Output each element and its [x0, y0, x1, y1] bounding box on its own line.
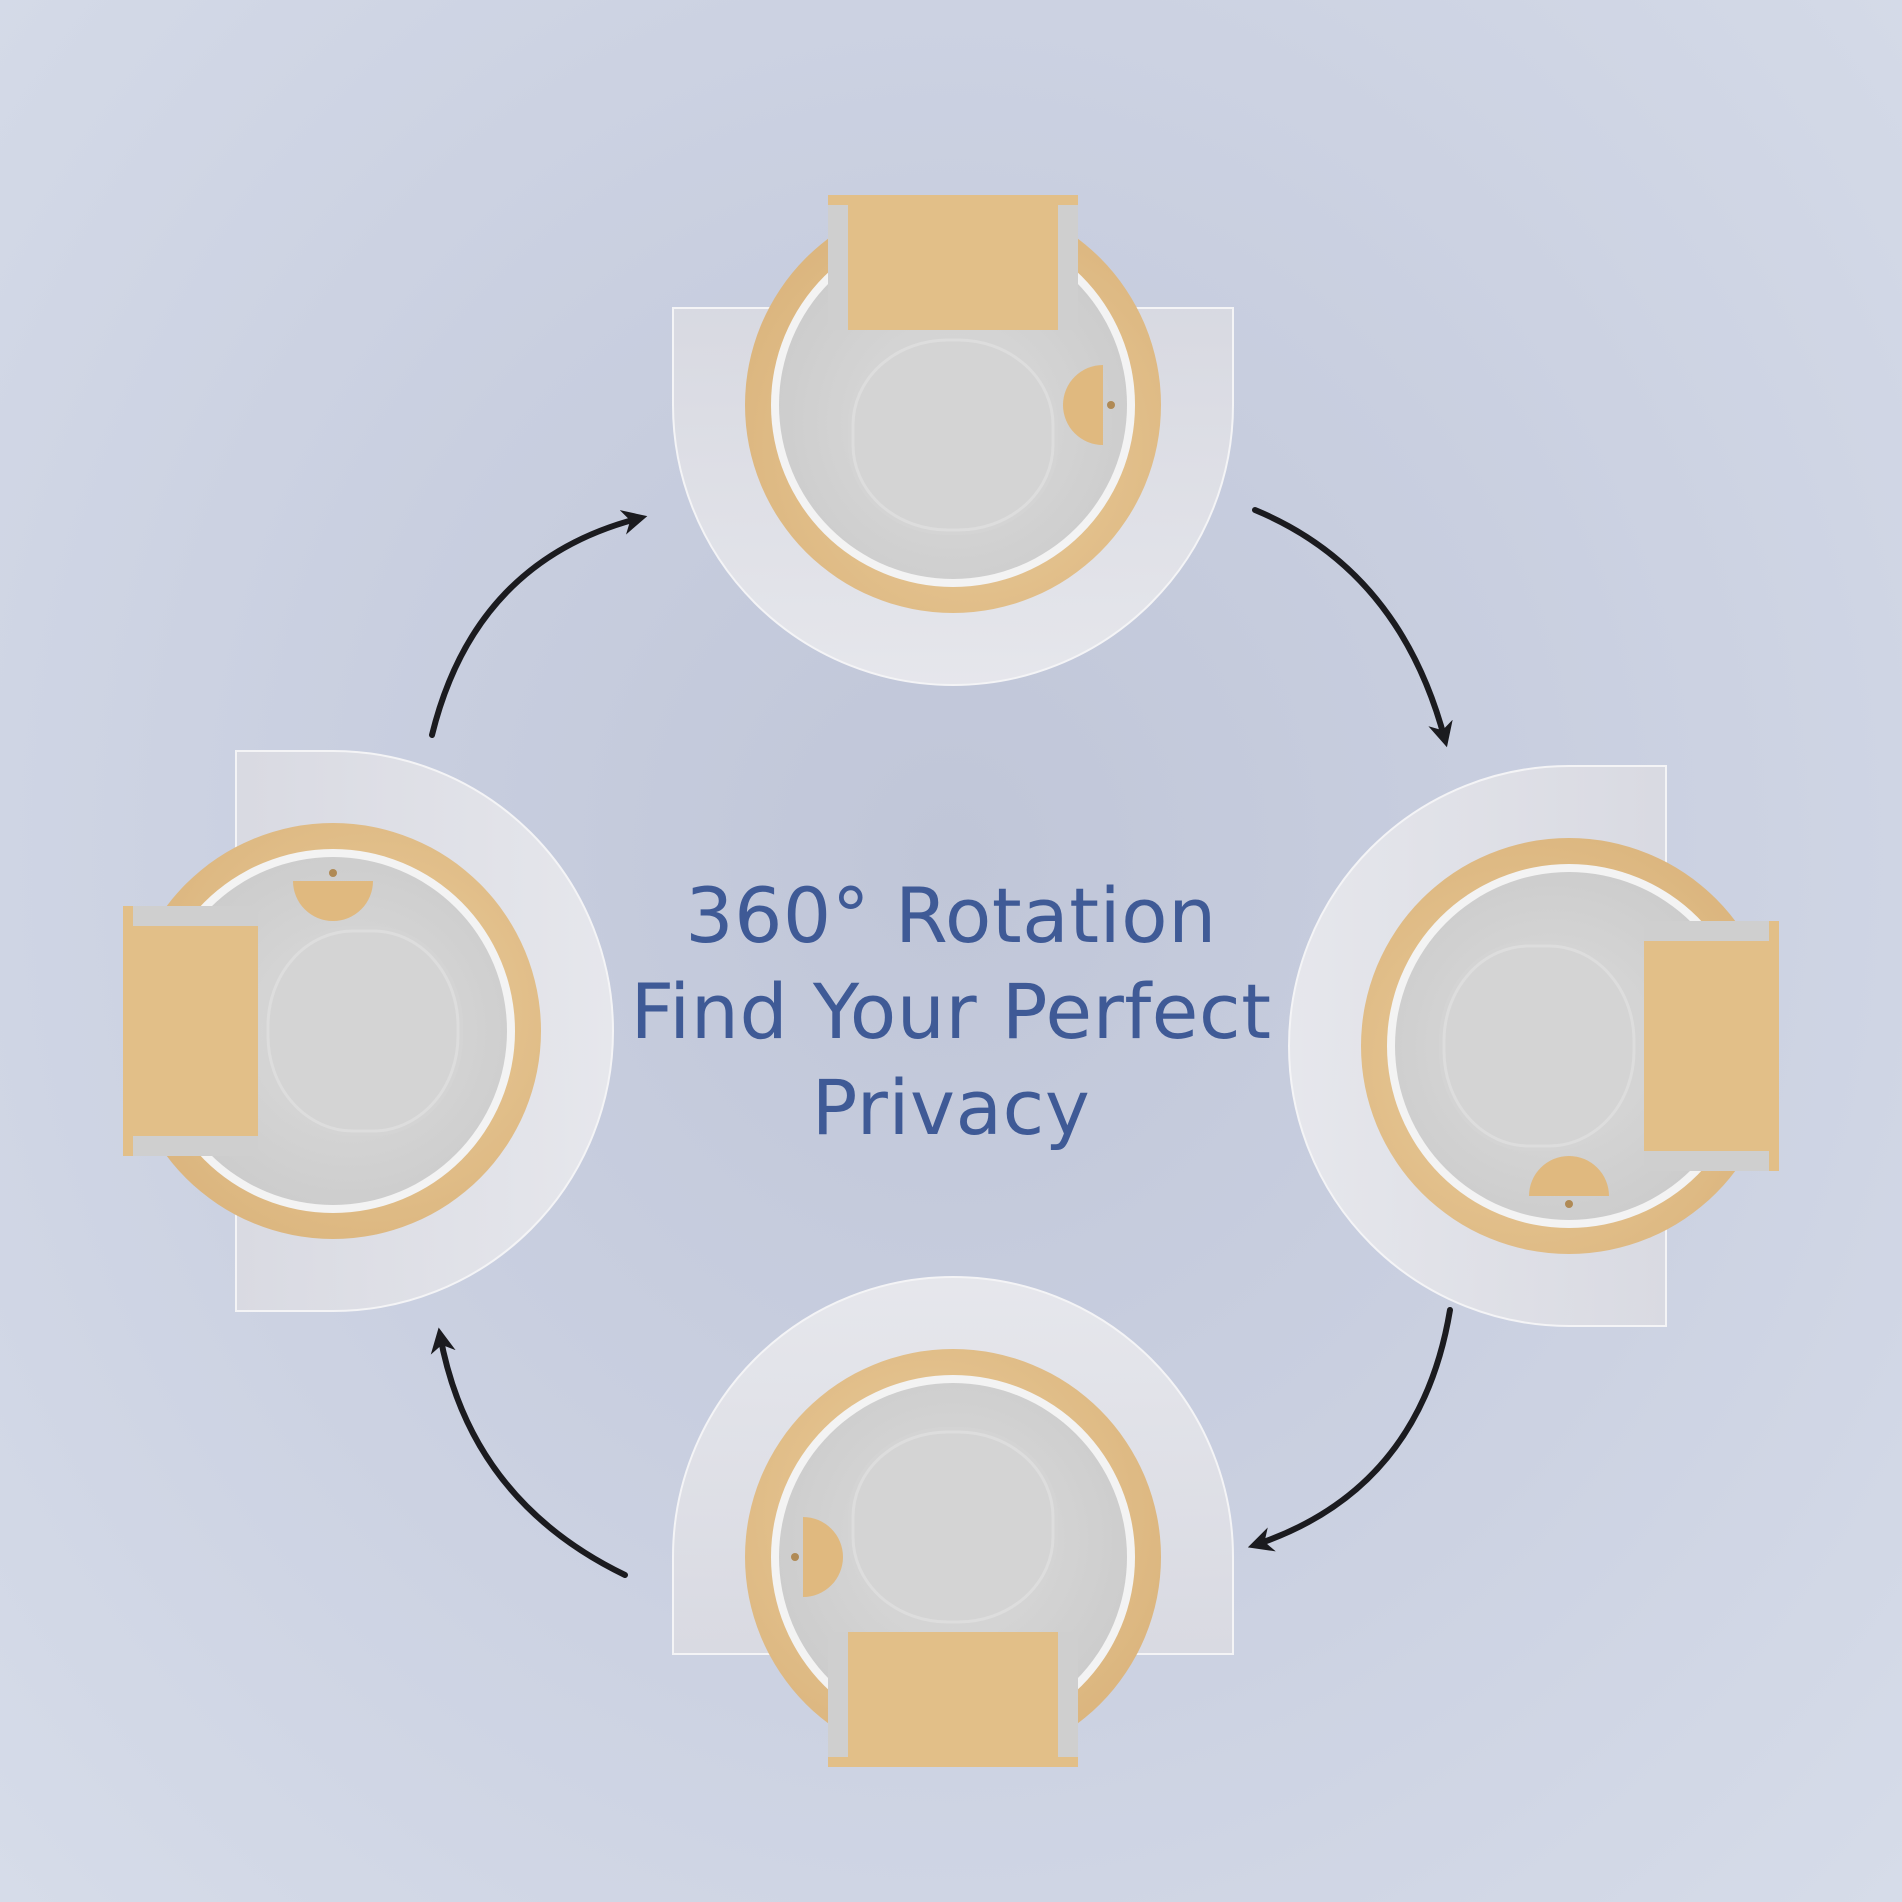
- arrow-top-left-icon: [432, 518, 640, 735]
- arrow-top-right-icon: [1255, 510, 1445, 740]
- headline-line-3: Privacy: [811, 1063, 1091, 1152]
- headline-line-1: 360° Rotation: [685, 871, 1217, 960]
- headline: [0, 868, 1902, 1156]
- arrow-bottom-right-icon: [1255, 1310, 1450, 1545]
- chair-bottom: [673, 1277, 1233, 1767]
- arrow-bottom-left-icon: [440, 1335, 625, 1575]
- headline-line-2: Find Your Perfect: [630, 967, 1272, 1056]
- chair-top: [673, 195, 1233, 685]
